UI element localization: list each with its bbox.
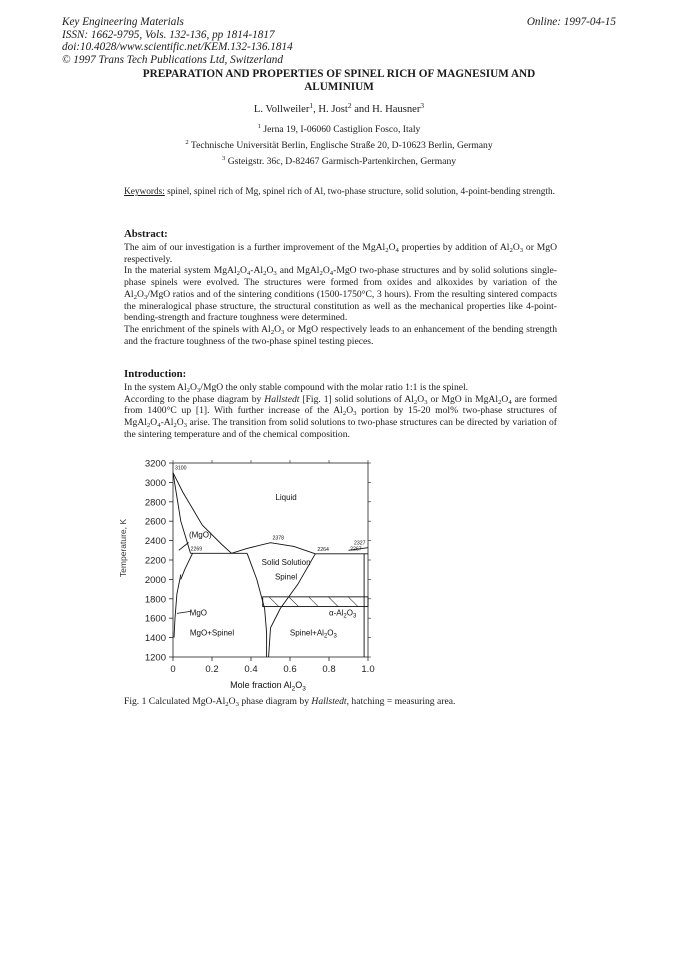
temperature-point-label: 2327 — [354, 540, 366, 547]
y-tick-label: 1200 — [144, 652, 166, 664]
journal-header — [62, 16, 293, 66]
affiliation-text: Technische Universität Berlin, Englische Straße 20, D-10623 Berlin, Germany — [190, 140, 493, 151]
affiliation-num: 3 — [221, 155, 226, 162]
region-label: Solid Solution — [261, 557, 311, 567]
abstract-body — [124, 242, 557, 347]
author-separator: , — [313, 104, 319, 115]
paper-title — [100, 68, 578, 94]
temperature-point-label: 2378 — [272, 535, 285, 542]
x-tick-label: 0.8 — [322, 664, 336, 675]
temperature-point-label: 2269 — [190, 546, 203, 553]
y-tick-label: 1800 — [144, 594, 166, 606]
y-tick-label: 2000 — [144, 574, 166, 586]
mgo-pointer — [177, 611, 191, 613]
region-label: $\alpha-Al_2O_3$ — [328, 608, 357, 620]
chart-axes — [145, 459, 375, 676]
author-list — [100, 101, 578, 115]
journal-issn: ISSN: 1662-9795, Vols. 132-136, pp 1814-1817 — [62, 28, 275, 41]
abstract-paragraph-1: The aim of our investigation is a further improvement of the $MgAl_2O_4$ properties by addition of $Al_2O_3$ or MgO respectively. — [124, 242, 557, 265]
author-3: H. Hausner — [372, 104, 421, 115]
affiliation-3 — [60, 156, 618, 167]
y-tick-label: 3200 — [144, 458, 166, 470]
y-tick-label: 2200 — [144, 555, 166, 567]
liquidus-left — [173, 473, 232, 554]
intro-paragraph-1: In the system $Al_2O_3$/MgO the only stable compound with the molar ratio 1:1 is the spinel. — [124, 382, 469, 394]
online-date: Online: 1997-04-15 — [526, 16, 616, 28]
author-2-affil-num: 2 — [347, 101, 352, 110]
author-1-affil-num: 1 — [309, 101, 314, 110]
x-tick-label: 0.2 — [205, 664, 219, 675]
keywords-text: spinel, spinel rich of Mg, spinel rich of Al, two-phase structure, solid solution, 4-point-bending strength. — [164, 187, 555, 197]
title-line-2: ALUMINIUM — [304, 81, 374, 93]
figure-caption: Fig. 1 Calculated MgO-$Al_2O_3$ phase diagram by Hallstedt, hatching = measuring area. — [124, 696, 456, 708]
y-axis-label: Temperature, K — [118, 518, 128, 578]
affiliation-text: Jerna 19, I-06060 Castiglion Fosco, Italy — [263, 124, 421, 135]
y-tick-label: 2400 — [144, 536, 166, 548]
abstract-paragraph-3: The enrichment of the spinels with $Al_2O_3$ or MgO respectively leads to an enhancement of the bending strength and the fracture toughness of the two-phase spinel testing pieces. — [124, 323, 557, 347]
y-tick-label: 2600 — [144, 516, 166, 528]
region-label: Liquid — [275, 492, 297, 502]
y-tick-label: 1400 — [144, 633, 166, 645]
y-tick-label: 3000 — [144, 477, 166, 489]
region-label: Spinel — [274, 572, 298, 582]
affiliation-text: Gsteigstr. 36c, D-82467 Garmisch-Partenkirchen, Germany — [227, 156, 457, 167]
y-tick-label: 1600 — [144, 613, 166, 625]
solvus-mgo — [174, 575, 181, 638]
temperature-point-label: 3100 — [175, 465, 187, 472]
cited-author: Hallstedt — [264, 393, 300, 405]
journal-doi[interactable]: doi:10.4028/www.scientific.net/KEM.132-136.1814 — [62, 41, 293, 54]
affiliation-num: 1 — [257, 123, 261, 130]
author-2: H. Jost — [318, 104, 348, 115]
author-separator: and — [351, 104, 373, 115]
affiliation-num: 2 — [185, 139, 189, 146]
abstract-paragraph-2: In the material system $MgAl_2O_4-Al_2O_3$ and $MgAl_2O_4$-MgO two-phase structures and by solid solutions single-phase spinels were evolved. The structures were formed from oxides and alkoxides by variation of the $Al_2O_3$/MgO ratios and of the sintering conditions (1500-1750°C, 3 hours). From the resulting sintered compacts the mineralogical phase structure, the structural constitution as well as the mechanical properties like 4-point-bending-strength and fracture toughness were determined. — [124, 265, 557, 324]
temperature-point-label: 2264 — [317, 546, 329, 553]
mgo-solvus-dash — [179, 543, 189, 551]
y-tick-label: 2800 — [144, 497, 166, 509]
region-label: $Spinel+Al_2O_3$ — [289, 628, 337, 640]
cited-author: Hallstedt — [311, 696, 347, 707]
journal-name: Key Engineering Materials — [62, 16, 184, 28]
x-tick-label: 0.6 — [283, 664, 297, 675]
solidus-mgo — [173, 473, 191, 554]
abstract-heading: Abstract: — [124, 228, 168, 240]
journal-copyright: © 1997 Trans Tech Publications Ltd, Switzerland — [62, 53, 283, 66]
spinel-left-solvus — [247, 553, 267, 657]
region-label: MgO+Spinel — [189, 628, 235, 638]
author-3-affil-num: 3 — [420, 101, 425, 110]
x-tick-label: 0 — [170, 664, 176, 675]
x-tick-label: 0.4 — [244, 664, 258, 675]
keywords — [124, 187, 556, 199]
liquidus-spinel — [232, 543, 316, 554]
x-axis-label: Mole fraction $Al_2O_3$ — [230, 680, 306, 693]
introduction-heading: Introduction: — [124, 368, 187, 380]
hatching-measuring-area — [263, 597, 368, 607]
temperature-point-label: 2267 — [350, 546, 362, 553]
region-label: (MgO) — [188, 530, 212, 540]
intro-paragraph-2: According to the phase diagram by Hallstedt [Fig. 1] solid solutions of $Al_2O_3$ or MgO in $MgAl_2O_4$ are formed from 1400°C up [1]. With further increase of the $Al_2O_3$ portion by 15-20 mol% two-phase structures of $MgAl_2O_4-Al_2O_3$ arise. The transition from solid solutions to two-phase structures can be directed by variation of the sintering temperature and of the chemical composition. — [124, 393, 558, 440]
title-line-1: PREPARATION AND PROPERTIES OF SPINEL RICH OF MAGNESIUM AND — [142, 68, 536, 80]
author-1: L. Vollweiler — [253, 104, 310, 115]
keywords-label: Keywords: — [124, 187, 165, 197]
region-label: MgO — [189, 608, 208, 618]
figure-label: Fig. 1 — [124, 696, 147, 707]
affiliation-2 — [60, 140, 618, 151]
phase-diagram-chart — [110, 458, 380, 694]
mgo-solvus-lower — [181, 553, 193, 579]
introduction-body — [124, 382, 557, 441]
x-tick-label: 1.0 — [361, 664, 375, 675]
chart-labels — [175, 466, 366, 640]
affiliation-1 — [60, 124, 618, 135]
